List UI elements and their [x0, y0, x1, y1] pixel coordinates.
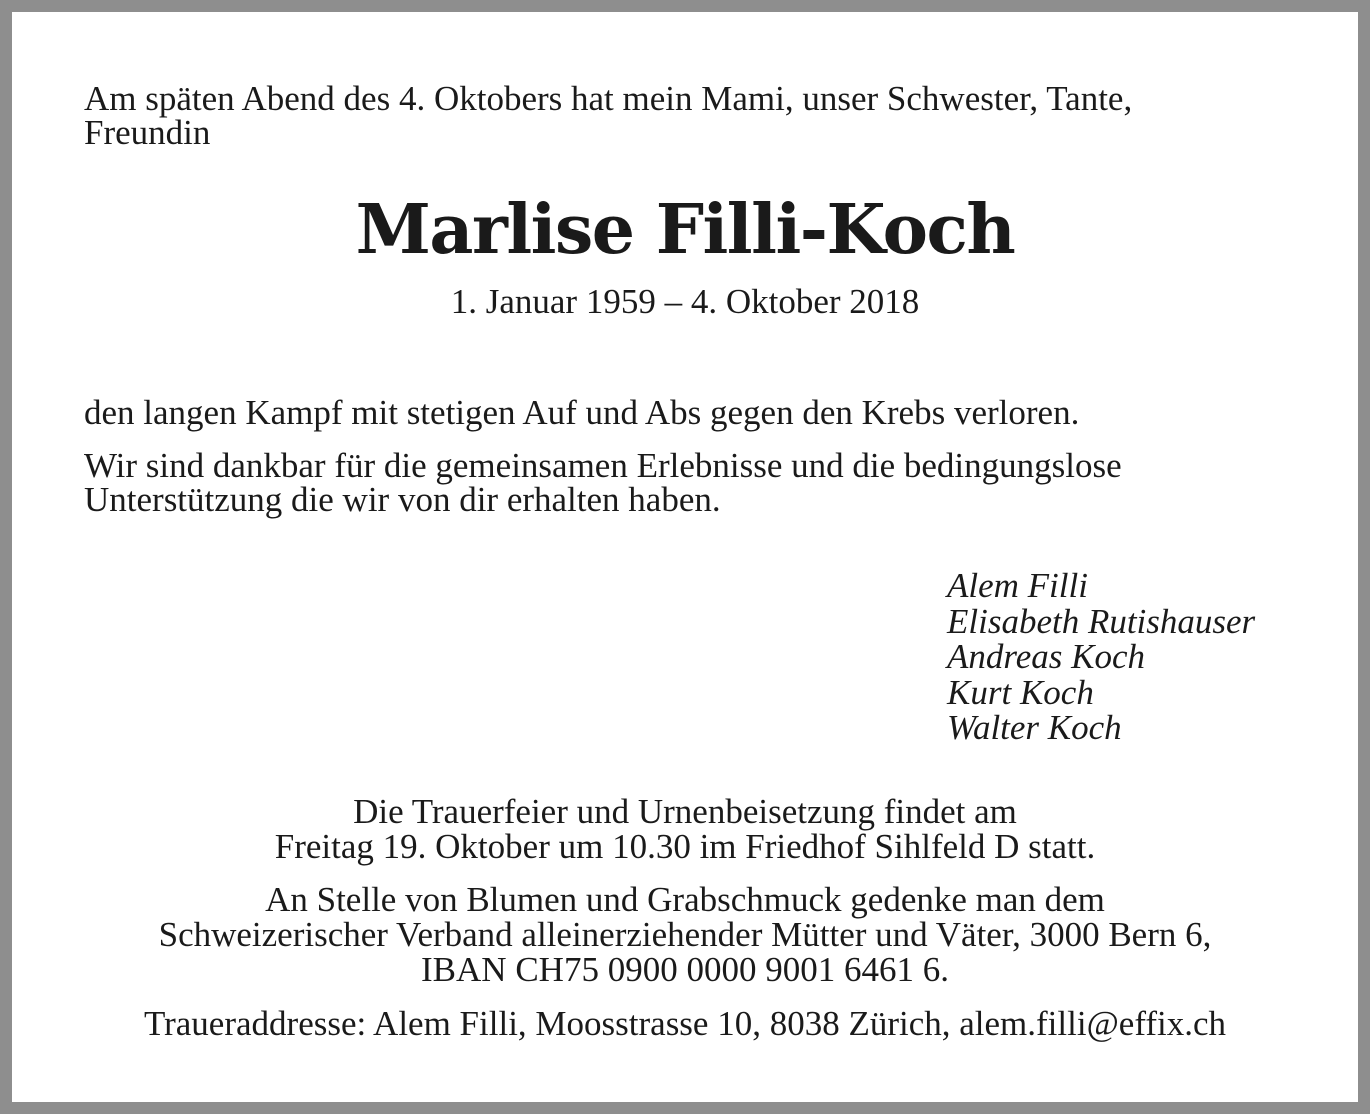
body-paragraph-2-line-1: Wir sind dankbar für die gemeinsamen Erlebnisse und die bedingungslose: [84, 446, 1122, 485]
body-paragraph-1: [84, 393, 1289, 432]
ceremony-line-1: Die Trauerfeier und Urnenbeisetzung findet am: [353, 792, 1017, 831]
intro-paragraph: [84, 79, 1289, 152]
body-paragraph-1-text: den langen Kampf mit stetigen Auf und Abs gegen den Krebs verloren.: [84, 393, 1080, 432]
ceremony-info: [60, 794, 1310, 864]
donation-line-2: Schweizerischer Verband alleinerziehender Mütter und Väter, 3000 Bern 6,: [158, 915, 1212, 954]
life-dates: 1. Januar 1959 – 4. Oktober 2018: [450, 282, 920, 321]
donation-line-1: An Stelle von Blumen und Grabschmuck gedenke man dem: [265, 880, 1105, 919]
body-paragraph-2-line-2: Unterstützung die wir von dir erhalten haben.: [84, 480, 721, 519]
ceremony-line-2: Freitag 19. Oktober um 10.30 im Friedhof Sihlfeld D statt.: [274, 827, 1096, 866]
body-paragraph-2: [84, 446, 1289, 519]
mourner-name: Andreas Koch: [947, 637, 1145, 676]
intro-line-1: Am späten Abend des 4. Oktobers hat mein Mami, unser Schwester, Tante,: [84, 79, 1133, 118]
mourner-name: Alem Filli: [947, 566, 1088, 605]
mourner-name: Kurt Koch: [947, 672, 1094, 712]
mourning-address: Traueraddresse: Alem Filli, Moosstrasse 10, 8038 Zürich, alem.filli@effix.ch: [143, 1004, 1227, 1043]
deceased-name: Marlise Filli-Koch: [355, 190, 1015, 270]
mourners-list: [947, 568, 1255, 746]
mourner-name: Elisabeth Rutishauser: [947, 601, 1256, 641]
donation-info: [60, 882, 1310, 987]
mourner-name: Walter Koch: [947, 708, 1122, 747]
intro-line-2: Freundin: [84, 113, 211, 152]
donation-iban: IBAN CH75 0900 0000 9001 6461 6.: [421, 950, 949, 989]
